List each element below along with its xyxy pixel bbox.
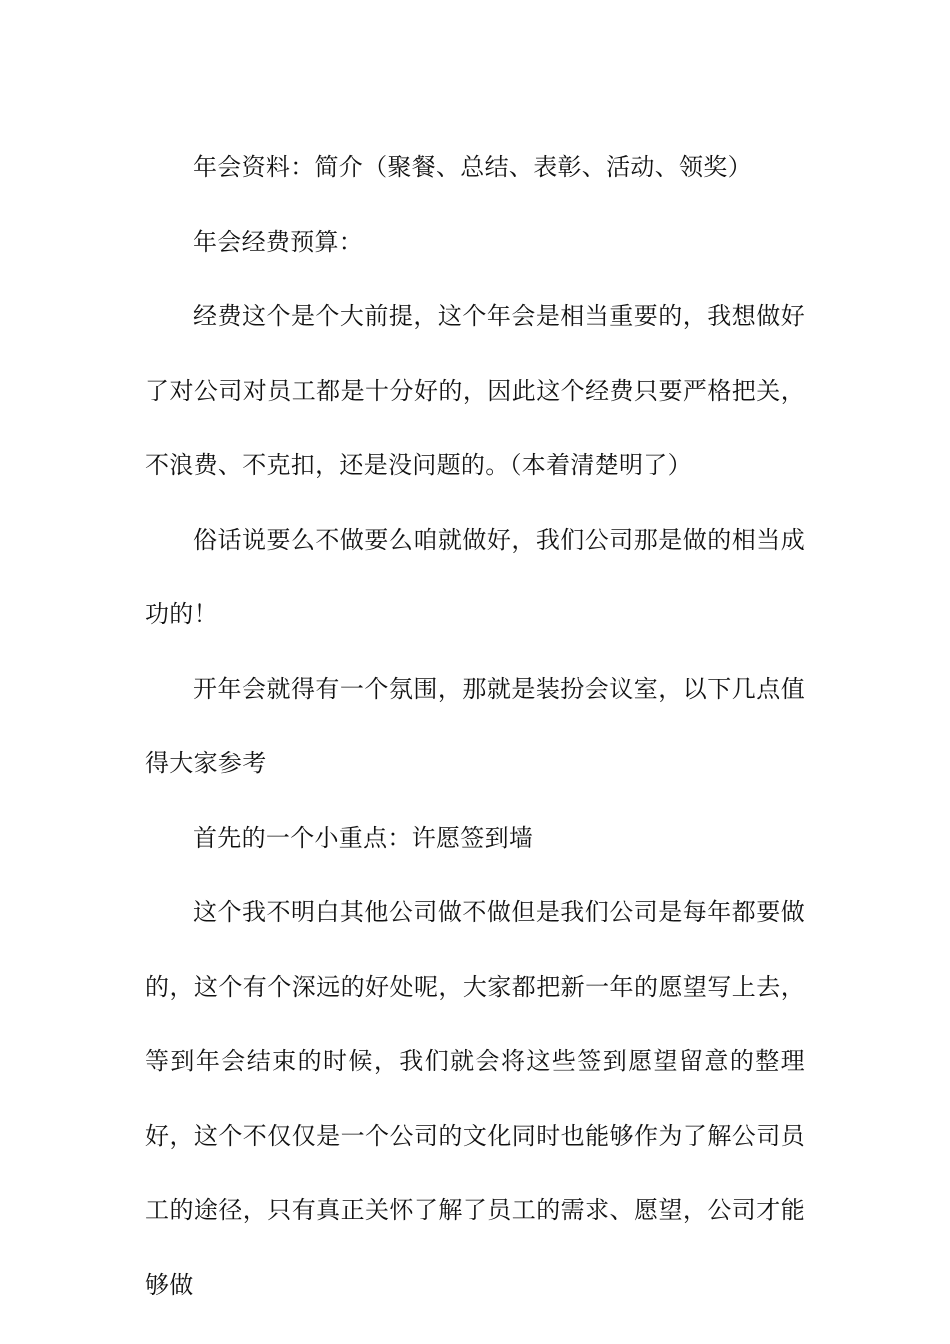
paragraph-saying: 俗话说要么不做要么咱就做好，我们公司那是做的相当成功的！ — [145, 525, 805, 628]
paragraph-atmosphere: 开年会就得有一个氛围，那就是装扮会议室，以下几点值得大家参考 — [145, 674, 805, 777]
document-body — [145, 130, 805, 1322]
paragraph-budget-premise: 经费这个是个大前提，这个年会是相当重要的，我想做好了对公司对员工都是十分好的，因此这个经费只要严格把关，不浪费、不克扣，还是没问题的。（本着清楚明了） — [145, 302, 805, 479]
paragraph-wish-wall-detail: 这个我不明白其他公司做不做但是我们公司是每年都要做的，这个有个深远的好处呢，大家都把新一年的愿望写上去，等到年会结束的时候，我们就会将这些签到愿望留意的整理好，这个不仅仅是一个公司的文化同时也能够作为了解公司员工的途径，只有真正关怀了解了员工的需求、愿望，公司才能够做 — [145, 898, 805, 1299]
paragraph-annual-meeting-materials: 年会资料：简介（聚餐、总结、表彰、活动、领奖） — [193, 153, 752, 181]
paragraph-wish-wall-heading: 首先的一个小重点：许愿签到墙 — [193, 823, 534, 852]
paragraph-budget-heading: 年会经费预算： — [193, 227, 364, 256]
